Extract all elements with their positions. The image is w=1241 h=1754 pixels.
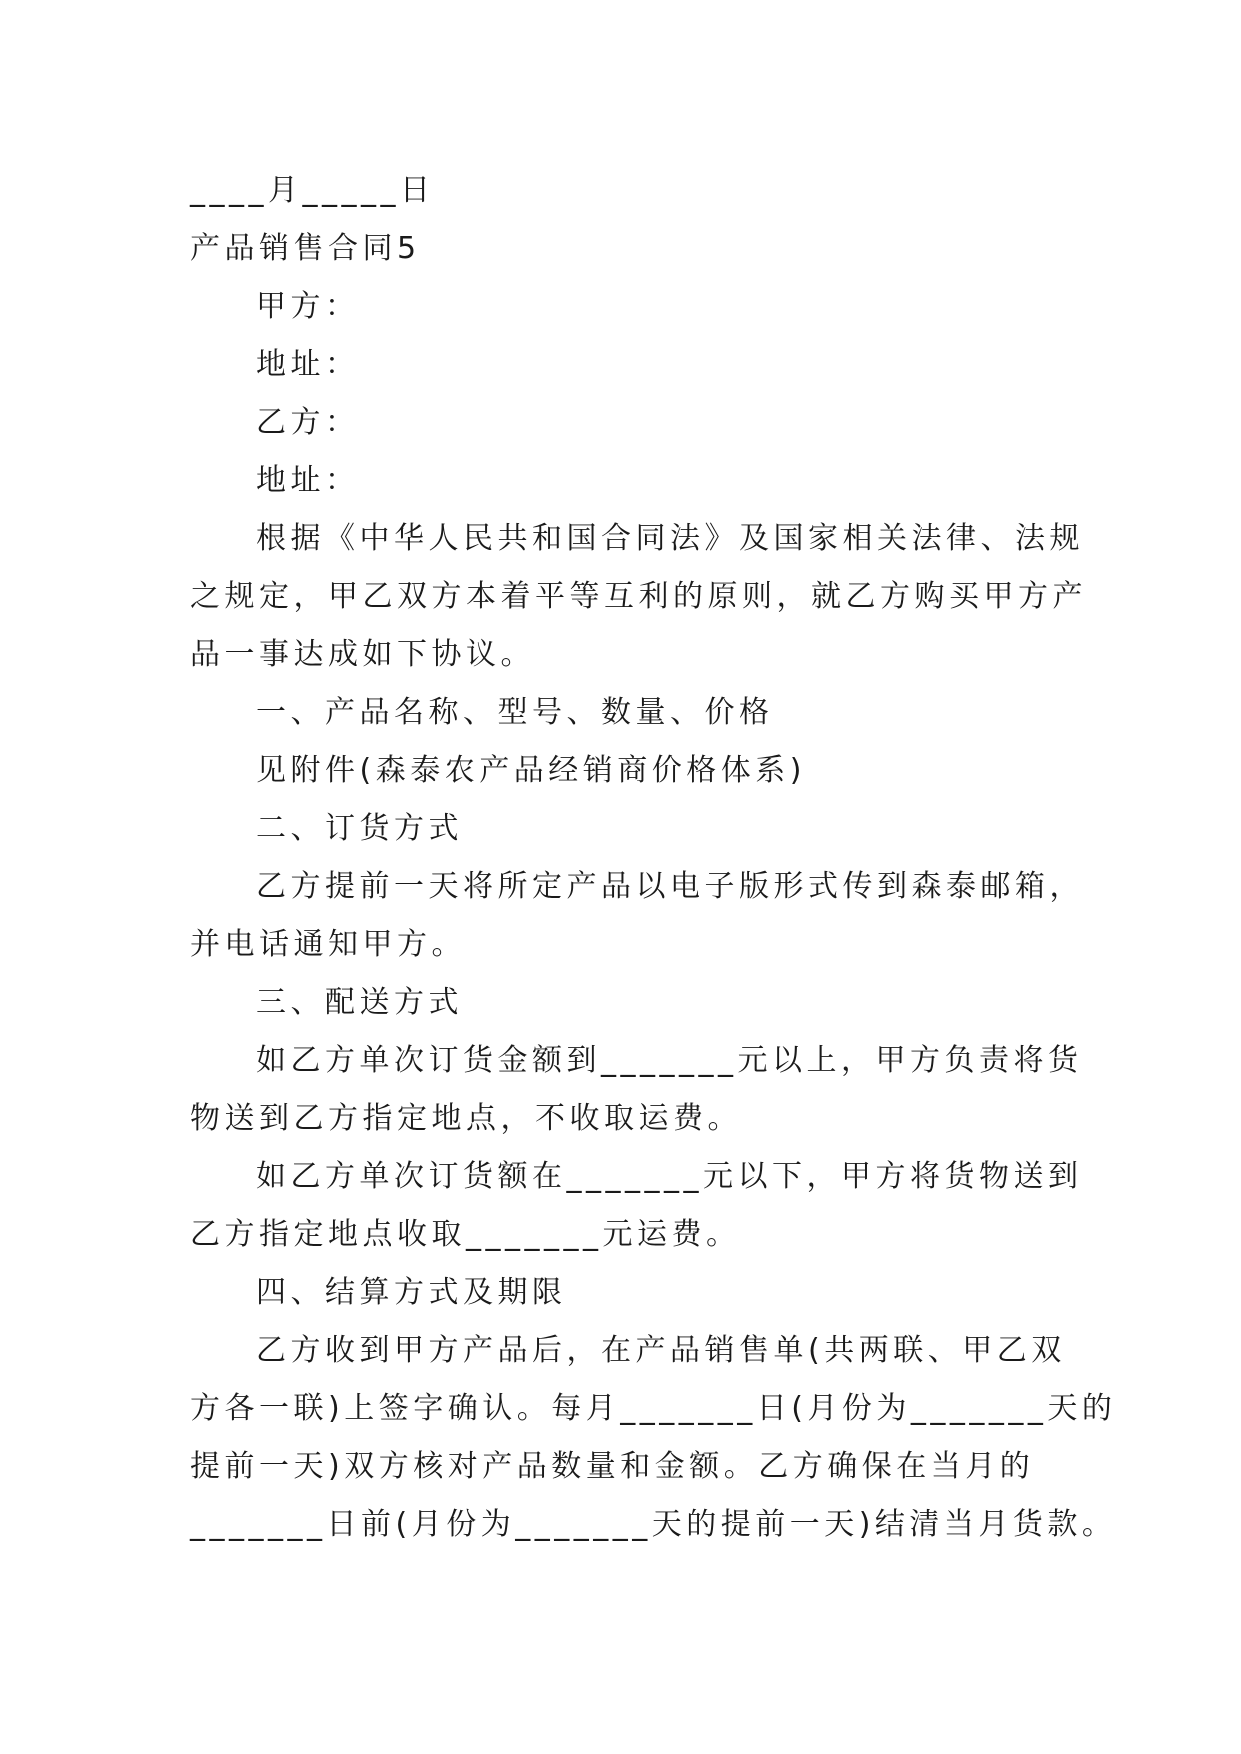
section-2-text-line-2: 并电话通知甲方。 [190, 927, 466, 962]
section-2-text-line-1: 乙方提前一天将所定产品以电子版形式传到森泰邮箱， [256, 869, 1084, 904]
section-4-text-line-3: 提前一天)双方核对产品数量和金额。乙方确保在当月的 [190, 1449, 1035, 1484]
date-line: ____月_____日 [190, 173, 435, 208]
section-2-heading: 二、订货方式 [256, 811, 463, 846]
section-3-para-2-line-2: 乙方指定地点收取_______元运费。 [190, 1217, 741, 1252]
document-body [190, 162, 1117, 1554]
section-1-heading: 一、产品名称、型号、数量、价格 [256, 695, 774, 730]
party-a-label: 甲方： [256, 289, 360, 324]
section-3-para-1-line-2: 物送到乙方指定地点，不收取运费。 [190, 1101, 742, 1136]
section-4-heading: 四、结算方式及期限 [256, 1275, 567, 1310]
preamble-line-1: 根据《中华人民共和国合同法》及国家相关法律、法规 [256, 521, 1084, 556]
party-b-address-label: 地址： [256, 463, 360, 498]
preamble-line-2: 之规定，甲乙双方本着平等互利的原则，就乙方购买甲方产 [190, 579, 1087, 614]
section-1-text: 见附件(森泰农产品经销商价格体系) [256, 753, 806, 788]
section-4-text-line-4: _______日前(月份为_______天的提前一天)结清当月货款。 [190, 1507, 1117, 1542]
section-4-text-line-1: 乙方收到甲方产品后，在产品销售单(共两联、甲乙双 [256, 1333, 1066, 1368]
party-a-address-label: 地址： [256, 347, 360, 382]
section-4-text-line-2: 方各一联)上签字确认。每月_______日(月份为_______天的 [190, 1391, 1117, 1426]
preamble-line-3: 品一事达成如下协议。 [190, 637, 535, 672]
section-3-heading: 三、配送方式 [256, 985, 463, 1020]
party-b-label: 乙方： [256, 405, 360, 440]
contract-title: 产品销售合同5 [190, 231, 421, 266]
section-3-para-1-line-1: 如乙方单次订货金额到_______元以上，甲方负责将货 [256, 1043, 1083, 1078]
section-3-para-2-line-1: 如乙方单次订货额在_______元以下，甲方将货物送到 [256, 1159, 1083, 1194]
